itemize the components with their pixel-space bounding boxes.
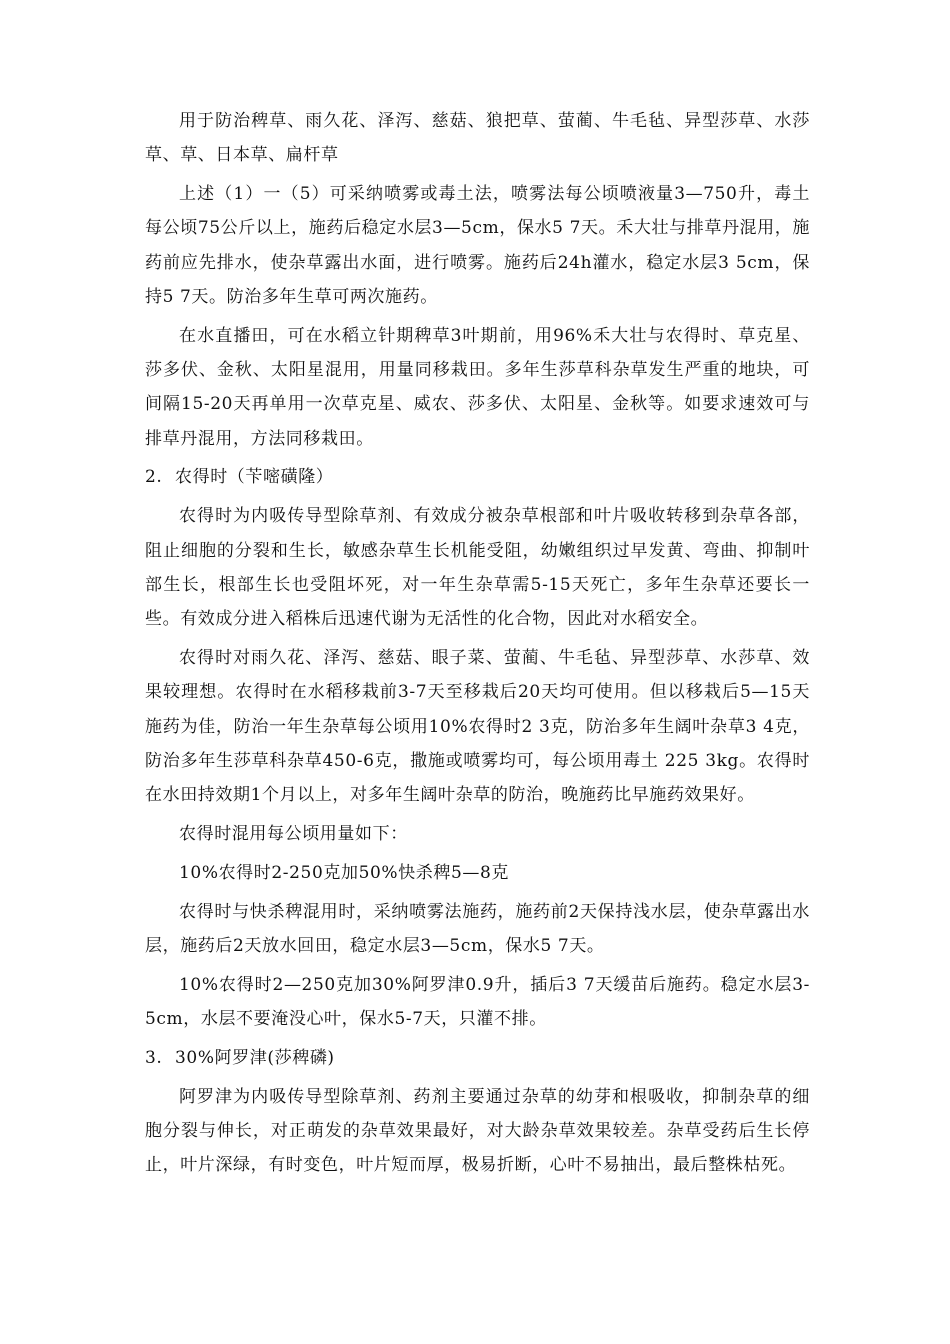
section-heading (145, 460, 810, 494)
paragraph: 阿罗津为内吸传导型除草剂、药剂主要通过杂草的幼芽和根吸收，抑制杂草的细胞分裂与伸长，对正萌发的杂草效果最好，对大龄杂草效果较差。杂草受药后生长停止，叶片深绿，有时变色，叶片短而厚，极易折断，心叶不易抽出，最后整株枯死。 (145, 1086, 810, 1176)
paragraph: 上述（1）一（5）可采纳喷雾或毒土法，喷雾法每公顷喷液量3—750升，毒土每公顷75公斤以上，施药后稳定水层3—5cm，保水5 7天。禾大壮与排草丹混用，施药前应先排水，使杂草露出水面，进行喷雾。施药后24h灌水，稳定水层3 5cm，保持5 7天。防治多年生草可两次施药。 (145, 184, 810, 307)
paragraph: 10%农得时2—250克加30%阿罗津0.9升，插后3 7天缓苗后施药。稳定水层3-5cm，水层不要淹没心叶，保水5-7天，只灌不排。 (145, 974, 810, 1029)
paragraph: 农得时为内吸传导型除草剂、有效成分被杂草根部和叶片吸收转移到杂草各部，阻止细胞的分裂和生长，敏感杂草生长机能受阻，幼嫩组织过早发黄、弯曲、抑制叶部生长，根部生长也受阻坏死，对一年生杂草需5-15天死亡，多年生杂草还要长一些。有效成分进入稻株后迅速代谢为无活性的化合物，因此对水稻安全。 (145, 506, 810, 630)
section-heading (145, 1041, 810, 1075)
section-number: 2. (145, 467, 163, 488)
paragraph: 农得时混用每公顷用量如下： (179, 823, 408, 844)
paragraph: 农得时对雨久花、泽泻、慈菇、眼子菜、萤蔺、牛毛毡、异型莎草、水莎草、效果较理想。农得时在水稻移栽前3-7天至移栽后20天均可使用。但以移栽后5—15天施药为佳，防治一年生杂草每公顷用10%农得时2 3克，防治多年生阔叶杂草3 4克，防治多年生莎草科杂草450-6克，撒施或喷雾均可，每公顷用毒土 225 3kg。农得时在水田持效期1个月以上，对多年生阔叶杂草的防治，晚施药比早施药效果好。 (145, 647, 810, 806)
paragraph: 10%农得时2-250克加50%快杀稗5—8克 (179, 862, 510, 883)
paragraph: 在水直播田，可在水稻立针期稗草3叶期前，用96%禾大壮与农得时、草克星、莎多伏、金秋、太阳星混用，用量同移栽田。多年生莎草科杂草发生严重的地块，可间隔15-20天再单用一次草克星、威农、莎多伏、太阳星、金秋等。如要求速效可与排草丹混用，方法同移栽田。 (145, 325, 810, 449)
section-number: 3. (145, 1047, 163, 1068)
paragraph: 农得时与快杀稗混用时，采纳喷雾法施药，施药前2天保持浅水层，使杂草露出水层，施药后2天放水回田，稳定水层3—5cm，保水5 7天。 (145, 901, 810, 956)
paragraph: 用于防治稗草、雨久花、泽泻、慈菇、狼把草、萤蔺、牛毛毡、异型莎草、水莎草、草、日本草、扁杆草 (145, 111, 810, 166)
section-title: 30%阿罗津(莎稗磷) (175, 1047, 335, 1068)
section-title: 农得时（苄嘧磺隆） (175, 467, 334, 488)
